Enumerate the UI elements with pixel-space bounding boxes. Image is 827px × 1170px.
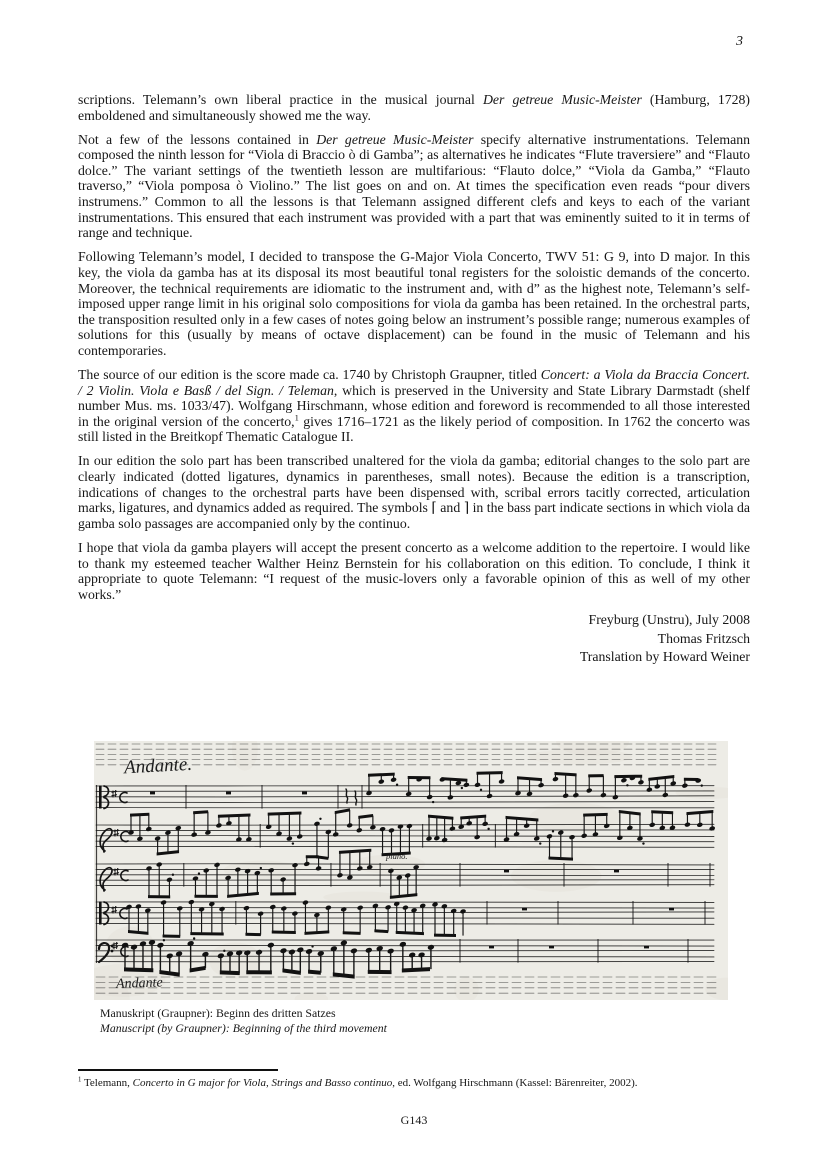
dynamic-marking: piano. xyxy=(386,851,408,861)
manuscript-image xyxy=(94,741,728,1000)
paragraph: Following Telemann’s model, I decided to transpose the G-Major Viola Concerto, TWV 51: G 9, into D major. In this key, the viola da gamba has at its disposal its most beautiful tonal registers for the soloistic demands of the concerto. Moreover, the technical requirements are idiomatic to the instrument and, with d” as the highest note, Telemann’s self-imposed upper range limit in his original solo compositions for viola da gamba has been retained. In the orchestral parts, the transposition resulted only in a few cases of notes going below an instrument’s possible range; numerous examples of solutions for this (usually by means of octave displacement) can be found in the music of Telemann and his contemporaries. xyxy=(78,249,750,358)
caption-english: Manuscript (by Graupner): Beginning of the third movement xyxy=(100,1020,387,1035)
paragraph: The source of our edition is the score made ca. 1740 by Christoph Graupner, titled Concert: a Viola da Braccia Concert. / 2 Violin. Viola e Basß / del Sign. / Teleman, which is preserved in the University and State Library Darmstadt (shelf number Mus. ms. 1033/47). Wolfgang Hirschmann, whose edition and foreword is recommended to all those interested in the original version of the concerto,$^1$ gives 1716–1721 as the likely period of composition. In 1762 the concerto was still listed in the Breitkopf Thematic Catalogue II. xyxy=(78,367,750,445)
footnote-rule xyxy=(78,1069,278,1071)
manuscript-figure xyxy=(94,741,728,1000)
footnote: $^1$ Telemann, Concerto in G major for Viola, Strings and Basso continuo, ed. Wolfgang Hirschmann (Kassel: Bärenreiter, 2002). xyxy=(78,1076,638,1089)
paragraph: scriptions. Telemann’s own liberal practice in the musical journal Der getreue Music-Meister (Hamburg, 1728) emboldened and simultaneously showed me the way. xyxy=(78,92,751,123)
signature-author: Thomas Fritzsch xyxy=(657,630,750,646)
tempo-marking-top: Andante. xyxy=(123,753,193,779)
signature-translator: Translation by Howard Weiner xyxy=(579,649,750,665)
paragraph: I hope that viola da gamba players will accept the present concerto as a welcome addition to the repertoire. I would like to thank my esteemed teacher Walther Heinz Bernstein for his collaboration on this edition. To conclude, I think it appropriate to quote Telemann: “I request of the music-lovers only a favorable opinion of this as well of my other works.” xyxy=(78,539,750,602)
paragraph: Not a few of the lessons contained in Der getreue Music-Meister specify alternative instrumentations. Telemann composed the ninth lesson for “Viola di Braccio ò di Gamba”; as alternatives he indicates “Flute traversiere” and “Flauto dolce.” The variant settings of the twentieth lesson are multifarious: “Flauto dolce,” “Viola da Gamba,” “Flauto traverso,” “Viola pomposa ò Violino.” The list goes on and on. At times the specification even reads “pour divers instrumens.” Common to all the lessons is that Telemann assigned different clefs and keys to each of the variant instrumentations. This ensured that each instrument was provided with a part that was eminently suited to it in terms of range and technique. xyxy=(78,131,751,241)
plate-number: G143 xyxy=(400,1113,428,1127)
figure-caption xyxy=(100,1006,700,1036)
paragraph: In our edition the solo part has been transcribed unaltered for the viola da gamba; editorial changes to the solo part are clearly indicated (dotted ligatures, dynamics in parentheses, small notes). Because the edition is a transcription, indications of changes to the orchestral parts have been dispensed with, scribal errors tacitly corrected, articulation marks, ligatures, and dynamics added as required. The symbols ⌈ and ⌉ in the bass part indicate sections in which viola da gamba solo passages are accompanied only by the continuo. xyxy=(78,453,750,531)
tempo-marking-bottom: Andante xyxy=(115,975,163,992)
preface-text-block xyxy=(78,92,750,667)
page-number: 3 xyxy=(736,34,743,49)
signature-block xyxy=(78,611,750,667)
caption-german: Manuskript (Graupner): Beginn des dritten Satzes xyxy=(100,1006,336,1020)
signature-place-date: Freyburg (Unstru), July 2008 xyxy=(588,611,750,627)
